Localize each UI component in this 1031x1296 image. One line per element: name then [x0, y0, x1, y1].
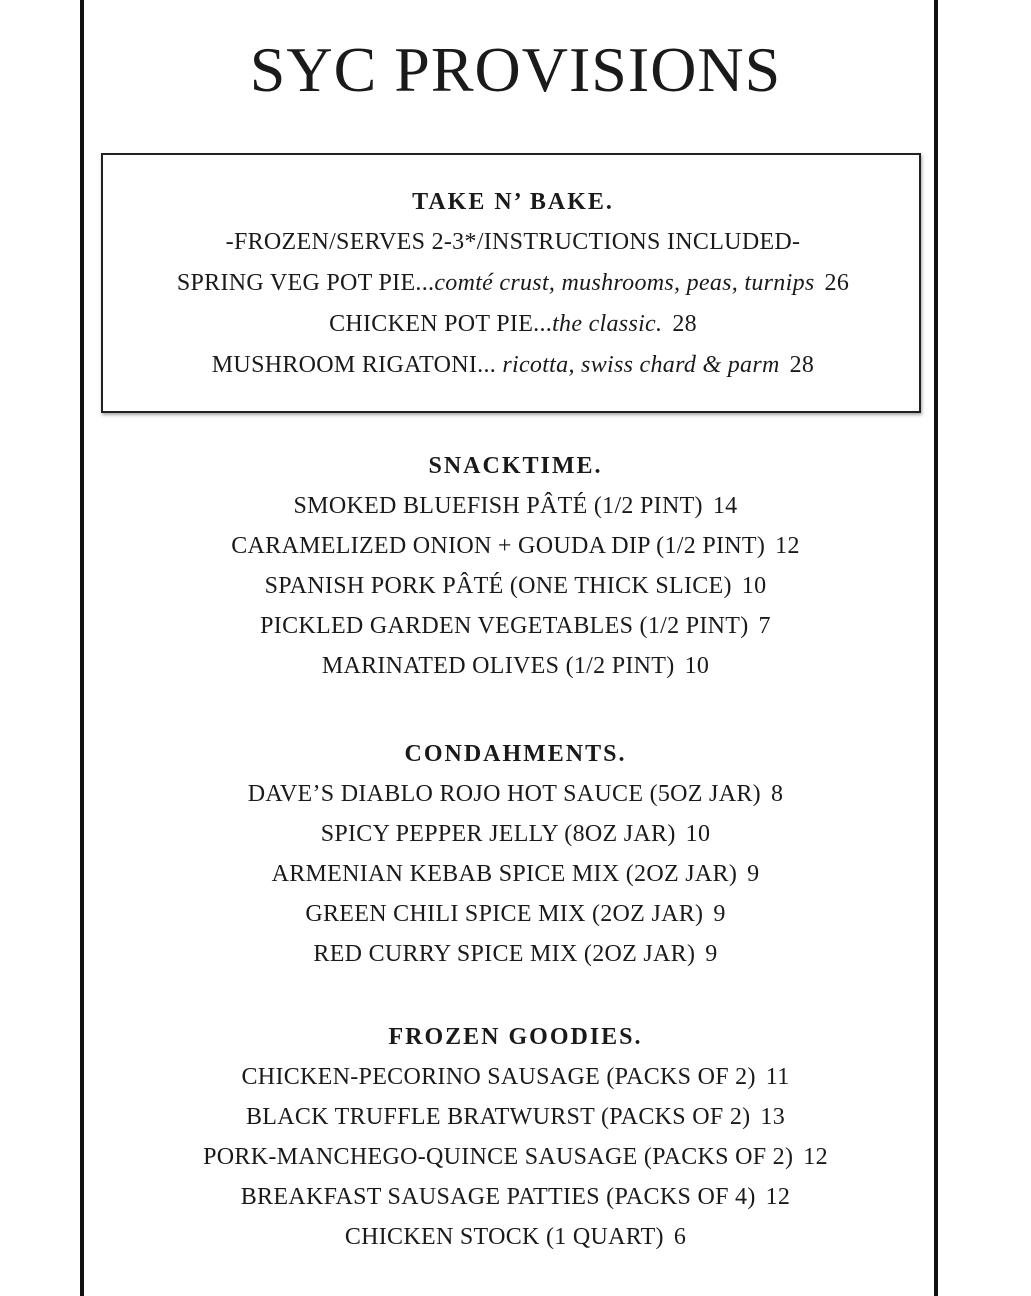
menu-item: [103, 304, 923, 345]
item-name: CHICKEN-PECORINO SAUSAGE (PACKS OF 2): [241, 1064, 756, 1090]
menu-item: [0, 1217, 1031, 1257]
item-name: PORK-MANCHEGO-QUINCE SAUSAGE (PACKS OF 2): [203, 1144, 794, 1170]
item-price: 12: [803, 1144, 828, 1170]
item-name: RED CURRY SPICE MIX (2OZ JAR): [313, 941, 696, 967]
item-description: ricotta, swiss chard & parm: [502, 352, 780, 378]
take-n-bake-subheading: -FROZEN/SERVES 2-3*/INSTRUCTIONS INCLUDED-: [225, 229, 801, 255]
item-price: 14: [712, 493, 738, 519]
item-price: 12: [765, 1184, 791, 1210]
menu-title: SYC PROVISIONS: [249, 34, 782, 105]
menu-item: [0, 646, 1031, 686]
item-description: the classic.: [552, 311, 663, 337]
menu-item: [0, 1177, 1031, 1217]
snacktime-section: [0, 446, 1031, 686]
item-price: 11: [765, 1064, 790, 1090]
menu-item: [0, 854, 1031, 894]
menu-item: [0, 1057, 1031, 1097]
item-description: comté crust, mushrooms, peas, turnips: [434, 270, 815, 296]
item-price: 6: [673, 1224, 687, 1250]
menu-item: [0, 526, 1031, 566]
item-name: CHICKEN POT PIE...: [329, 311, 553, 337]
item-price: 28: [789, 352, 815, 378]
item-price: 9: [705, 941, 718, 967]
menu-item: [103, 345, 923, 386]
item-name: SPICY PEPPER JELLY (8OZ JAR): [320, 821, 676, 847]
item-price: 26: [824, 270, 850, 296]
section-heading: TAKE N’ BAKE.: [412, 189, 614, 215]
item-price: 10: [741, 573, 767, 599]
take-n-bake-section: [103, 182, 923, 386]
menu-item: [103, 263, 923, 304]
item-name: PICKLED GARDEN VEGETABLES (1/2 PINT): [260, 613, 749, 639]
item-name: CARAMELIZED ONION + GOUDA DIP (1/2 PINT): [231, 533, 766, 559]
item-price: 10: [685, 821, 711, 847]
item-name: MUSHROOM RIGATONI...: [211, 352, 503, 378]
item-price: 9: [747, 861, 760, 887]
frozen-goodies-section: [0, 1017, 1031, 1257]
item-name: MARINATED OLIVES (1/2 PINT): [321, 653, 675, 679]
menu-item: [0, 774, 1031, 814]
item-price: 8: [770, 781, 784, 807]
section-heading: FROZEN GOODIES.: [388, 1024, 643, 1050]
condahments-section: [0, 734, 1031, 974]
menu-item: [0, 814, 1031, 854]
take-n-bake-box: [101, 153, 921, 413]
item-price: 9: [713, 901, 726, 927]
item-price: 10: [684, 653, 710, 679]
item-name: SPRING VEG POT PIE...: [176, 270, 435, 296]
menu-item: [0, 934, 1031, 974]
menu-item: [0, 566, 1031, 606]
menu-item: [0, 486, 1031, 526]
item-name: DAVE’S DIABLO ROJO HOT SAUCE (5OZ JAR): [247, 781, 761, 807]
item-price: 28: [672, 311, 697, 337]
menu-item: [0, 1097, 1031, 1137]
menu-item: [0, 1137, 1031, 1177]
item-name: SMOKED BLUEFISH PÂTÉ (1/2 PINT): [293, 493, 703, 519]
item-name: BREAKFAST SAUSAGE PATTIES (PACKS OF 4): [240, 1184, 756, 1210]
item-name: GREEN CHILI SPICE MIX (2OZ JAR): [305, 901, 704, 927]
section-heading: CONDAHMENTS.: [404, 741, 627, 767]
item-name: ARMENIAN KEBAB SPICE MIX (2OZ JAR): [271, 861, 738, 887]
item-price: 12: [775, 533, 800, 559]
section-heading: SNACKTIME.: [428, 453, 603, 479]
menu-item: [0, 894, 1031, 934]
item-name: SPANISH PORK PÂTÉ (ONE THICK SLICE): [264, 573, 732, 599]
item-name: CHICKEN STOCK (1 QUART): [344, 1224, 664, 1250]
item-price: 13: [760, 1104, 786, 1130]
item-price: 7: [758, 613, 771, 639]
item-name: BLACK TRUFFLE BRATWURST (PACKS OF 2): [245, 1104, 751, 1130]
menu-item: [0, 606, 1031, 646]
